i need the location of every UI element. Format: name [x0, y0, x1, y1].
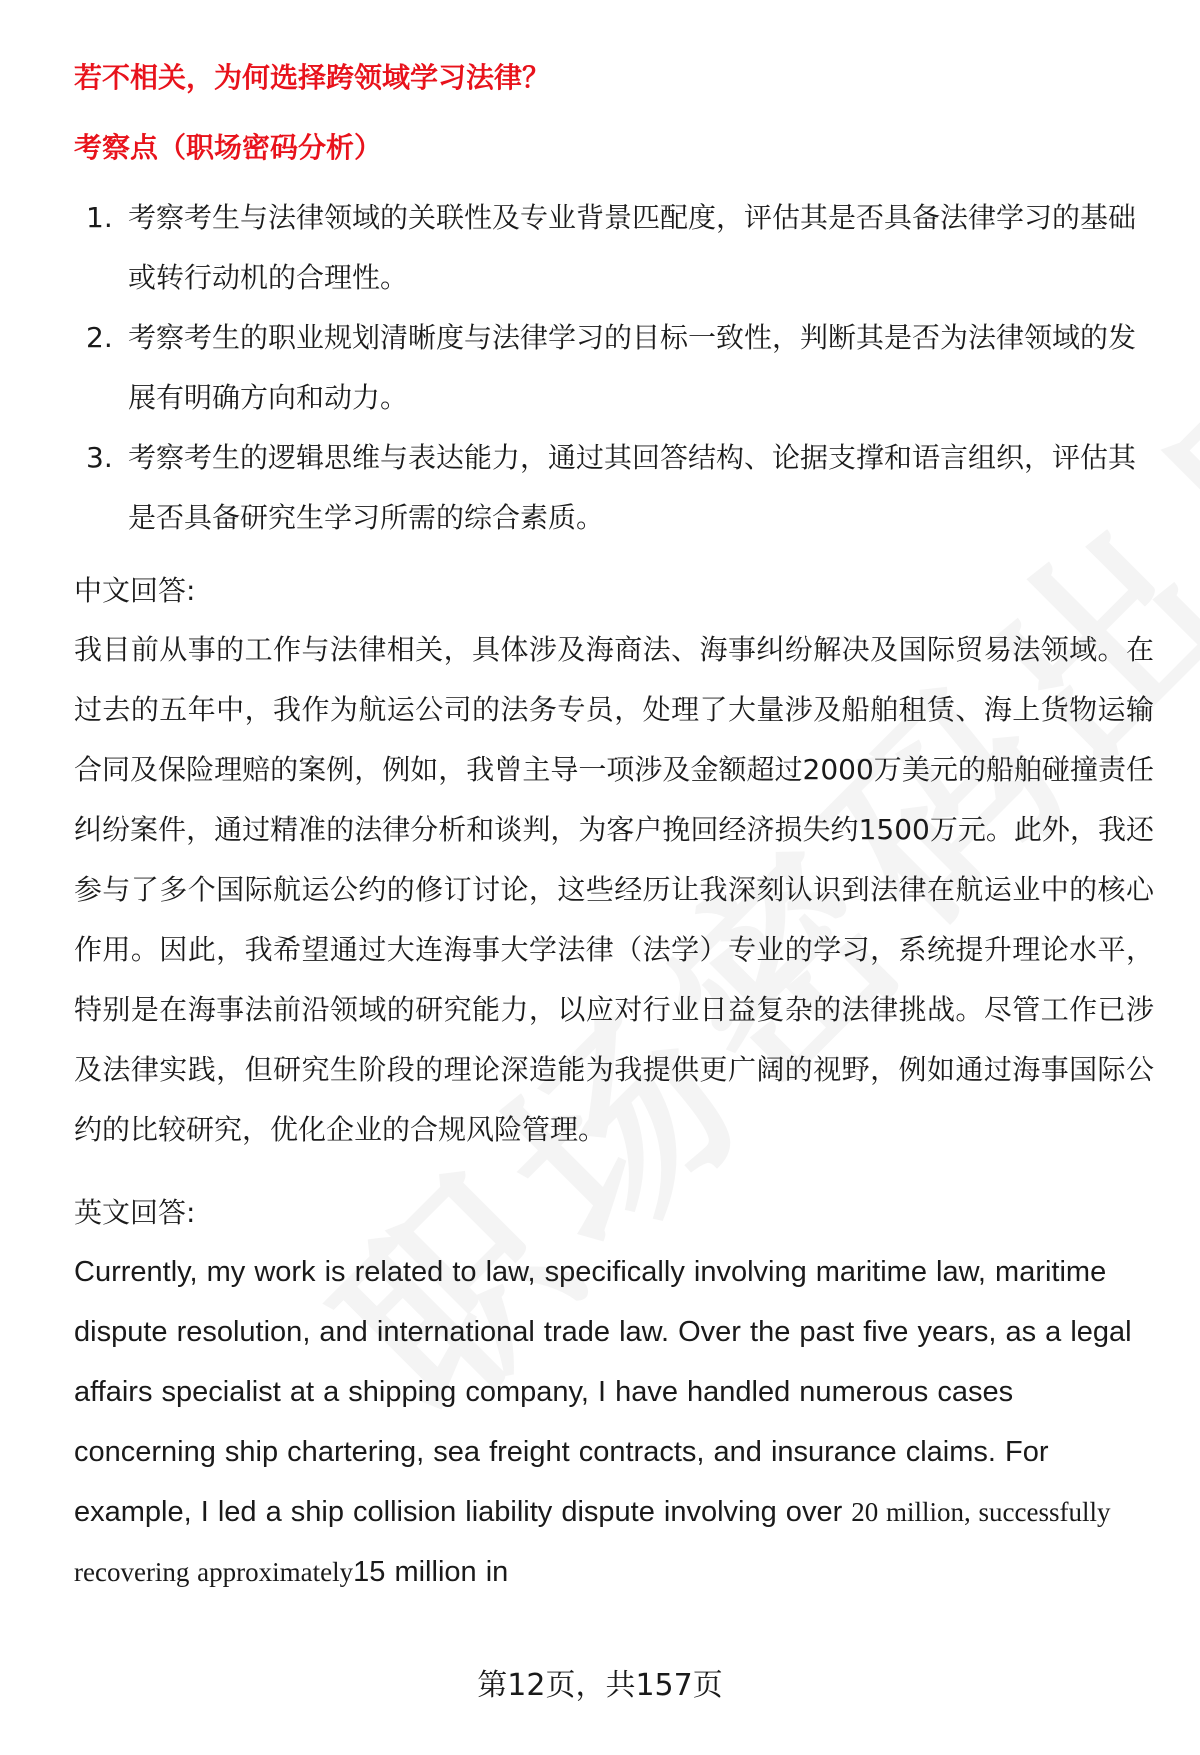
list-item — [74, 308, 1154, 428]
list-number: 2. — [86, 321, 113, 354]
en-answer-part: Currently, my work is related to law, specifically involving maritime law, maritime dispute resolution, and international trade law. Over the past five years, as a legal affairs specialist at a shipping company, I have handled numerous cases concerning ship chartering, sea freight contracts, and insurance claims. For example, I led a ship collision liability dispute involving over — [74, 1256, 1132, 1528]
cn-answer-label: 中文回答: — [74, 574, 196, 607]
en-answer-label: 英文回答: — [74, 1196, 196, 1229]
list-number: 1. — [86, 201, 113, 234]
list-item — [74, 188, 1154, 308]
en-answer-text — [74, 1242, 1154, 1602]
list-text: 考察考生与法律领域的关联性及专业背景匹配度，评估其是否具备法律学习的基础或转行动机的合理性。 — [128, 201, 1137, 294]
list-number: 3. — [86, 441, 113, 474]
list-text: 考察考生的逻辑思维与表达能力，通过其回答结构、论据支撑和语言组织，评估其是否具备研究生学习所需的综合素质。 — [128, 441, 1137, 534]
cn-answer-text: 我目前从事的工作与法律相关，具体涉及海商法、海事纠纷解决及国际贸易法领域。在过去的五年中，我作为航运公司的法务专员，处理了大量涉及船舶租赁、海上货物运输合同及保险理赔的案例，例如，我曾主导一项涉及金额超过2000万美元的船舶碰撞责任纠纷案件，通过精准的法律分析和谈判，为客户挽回经济损失约1500万元。此外，我还参与了多个国际航运公约的修订讨论，这些经历让我深刻认识到法律在航运业中的核心作用。因此，我希望通过大连海事大学法律（法学）专业的学习，系统提升理论水平，特别是在海事法前沿领域的研究能力，以应对行业日益复杂的法律挑战。尽管工作已涉及法律实践，但研究生阶段的理论深造能为我提供更广阔的视野，例如通过海事国际公约的比较研究，优化企业的合规风险管理。 — [74, 633, 1154, 1146]
key-points-list — [74, 188, 1154, 548]
page-footer: 第12页，共157页 — [477, 1668, 723, 1703]
key-points-title: 考察点（职场密码分析） — [74, 131, 383, 164]
en-answer-part-serif: 20 million, successfully recovering approximately — [74, 1497, 1111, 1587]
question-title: 若不相关，为何选择跨领域学习法律？ — [74, 61, 551, 94]
document-page — [74, 58, 1154, 1602]
list-item — [74, 428, 1154, 548]
en-answer-part: 15 million in — [353, 1556, 509, 1588]
list-text: 考察考生的职业规划清晰度与法律学习的目标一致性，判断其是否为法律领域的发展有明确方向和动力。 — [128, 321, 1137, 414]
